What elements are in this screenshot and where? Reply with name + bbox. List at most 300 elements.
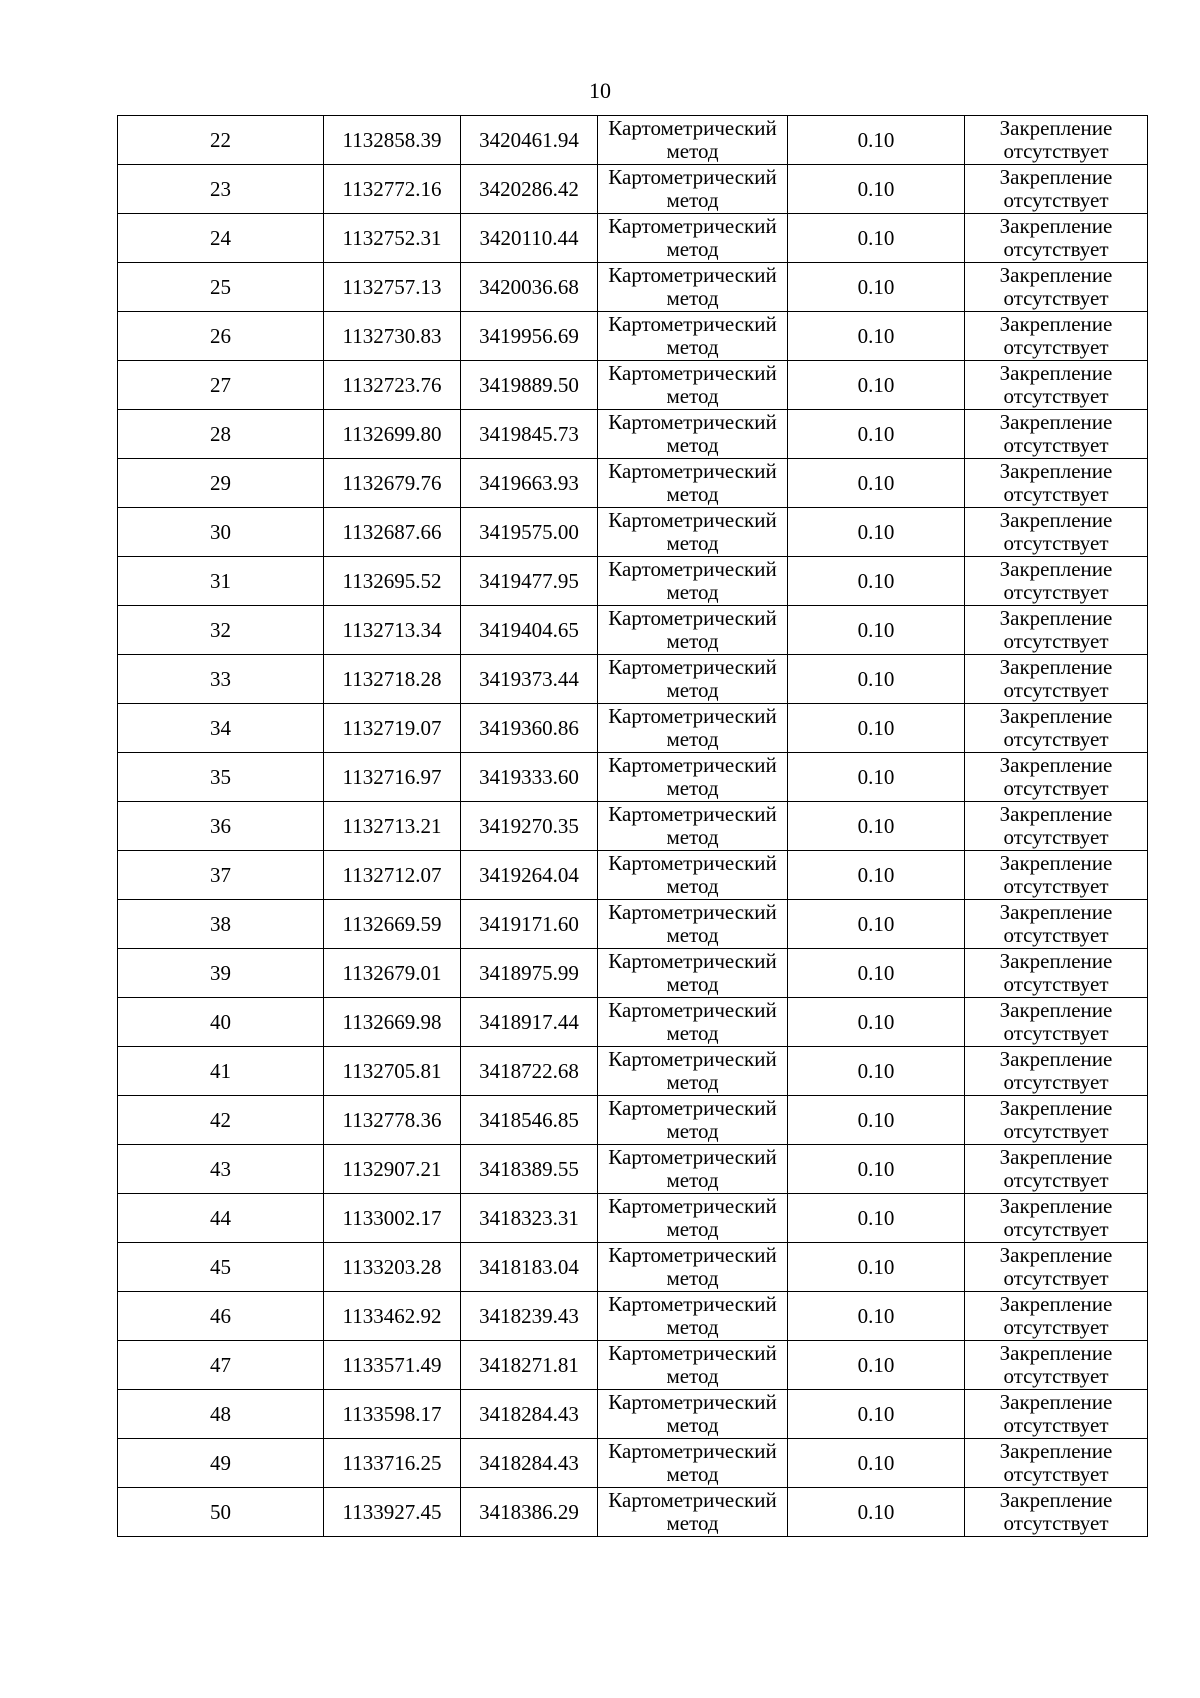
point-number-cell: 23 [118, 165, 324, 214]
method-line-2: метод [666, 335, 719, 359]
method-line-2: метод [666, 923, 719, 947]
method-line-1: Картометрический [608, 753, 777, 777]
method-line-1: Картометрический [608, 263, 777, 287]
accuracy-cell: 0.10 [788, 1096, 965, 1145]
method-line-2: метод [666, 1315, 719, 1339]
coordinate-y-cell: 3418546.85 [461, 1096, 598, 1145]
fixing-cell [965, 410, 1148, 459]
fixing-line-1: Закрепление [999, 1390, 1113, 1414]
fixing-line-2: отсутствует [1003, 1070, 1109, 1094]
accuracy-cell: 0.10 [788, 1390, 965, 1439]
method-line-2: метод [666, 678, 719, 702]
fixing-cell [965, 1243, 1148, 1292]
fixing-line-2: отсутствует [1003, 482, 1109, 506]
coordinate-x-cell: 1132757.13 [324, 263, 461, 312]
table-row [118, 655, 1148, 704]
coordinate-y-cell: 3419373.44 [461, 655, 598, 704]
method-line-1: Картометрический [608, 1194, 777, 1218]
method-cell [598, 165, 788, 214]
method-cell [598, 998, 788, 1047]
method-line-1: Картометрический [608, 361, 777, 385]
accuracy-cell: 0.10 [788, 312, 965, 361]
accuracy-cell: 0.10 [788, 753, 965, 802]
point-number-cell: 33 [118, 655, 324, 704]
fixing-line-1: Закрепление [999, 704, 1113, 728]
coordinate-x-cell: 1132716.97 [324, 753, 461, 802]
table-row [118, 1390, 1148, 1439]
fixing-line-2: отсутствует [1003, 286, 1109, 310]
fixing-cell [965, 1096, 1148, 1145]
coordinate-x-cell: 1132679.76 [324, 459, 461, 508]
method-line-2: метод [666, 286, 719, 310]
coordinate-x-cell: 1132712.07 [324, 851, 461, 900]
fixing-line-2: отсутствует [1003, 972, 1109, 996]
point-number-cell: 24 [118, 214, 324, 263]
coordinate-y-cell: 3420286.42 [461, 165, 598, 214]
fixing-cell [965, 214, 1148, 263]
method-line-1: Картометрический [608, 1390, 777, 1414]
method-line-2: метод [666, 580, 719, 604]
method-line-1: Картометрический [608, 1341, 777, 1365]
accuracy-cell: 0.10 [788, 214, 965, 263]
method-line-2: метод [666, 188, 719, 212]
method-cell [598, 1488, 788, 1537]
method-cell [598, 753, 788, 802]
accuracy-cell: 0.10 [788, 410, 965, 459]
point-number-cell: 27 [118, 361, 324, 410]
method-cell [598, 312, 788, 361]
coordinates-table-body [118, 116, 1148, 1537]
method-line-2: метод [666, 1266, 719, 1290]
coordinate-y-cell: 3418389.55 [461, 1145, 598, 1194]
fixing-cell [965, 704, 1148, 753]
method-line-2: метод [666, 1168, 719, 1192]
fixing-line-2: отсутствует [1003, 237, 1109, 261]
fixing-cell [965, 557, 1148, 606]
point-number-cell: 37 [118, 851, 324, 900]
method-line-2: метод [666, 825, 719, 849]
fixing-line-1: Закрепление [999, 802, 1113, 826]
accuracy-cell: 0.10 [788, 900, 965, 949]
fixing-line-1: Закрепление [999, 361, 1113, 385]
method-cell [598, 900, 788, 949]
point-number-cell: 47 [118, 1341, 324, 1390]
method-cell [598, 116, 788, 165]
method-cell [598, 557, 788, 606]
accuracy-cell: 0.10 [788, 508, 965, 557]
coordinate-x-cell: 1132723.76 [324, 361, 461, 410]
method-line-2: метод [666, 531, 719, 555]
method-cell [598, 508, 788, 557]
fixing-line-2: отсутствует [1003, 1266, 1109, 1290]
point-number-cell: 40 [118, 998, 324, 1047]
fixing-line-2: отсутствует [1003, 531, 1109, 555]
fixing-cell [965, 753, 1148, 802]
table-row [118, 704, 1148, 753]
fixing-line-1: Закрепление [999, 1292, 1113, 1316]
point-number-cell: 44 [118, 1194, 324, 1243]
method-cell [598, 802, 788, 851]
method-line-1: Картометрический [608, 116, 777, 140]
method-cell [598, 1292, 788, 1341]
method-line-2: метод [666, 1217, 719, 1241]
coordinate-y-cell: 3419171.60 [461, 900, 598, 949]
method-line-1: Картометрический [608, 704, 777, 728]
table-row [118, 410, 1148, 459]
coordinate-x-cell: 1132669.59 [324, 900, 461, 949]
fixing-line-1: Закрепление [999, 1047, 1113, 1071]
table-row [118, 949, 1148, 998]
point-number-cell: 32 [118, 606, 324, 655]
point-number-cell: 42 [118, 1096, 324, 1145]
method-cell [598, 1145, 788, 1194]
point-number-cell: 45 [118, 1243, 324, 1292]
coordinate-y-cell: 3418271.81 [461, 1341, 598, 1390]
point-number-cell: 50 [118, 1488, 324, 1537]
method-line-1: Картометрический [608, 557, 777, 581]
coordinate-x-cell: 1132695.52 [324, 557, 461, 606]
method-line-1: Картометрический [608, 410, 777, 434]
method-cell [598, 1047, 788, 1096]
method-line-1: Картометрический [608, 900, 777, 924]
table-row [118, 1488, 1148, 1537]
coordinate-x-cell: 1132713.21 [324, 802, 461, 851]
table-row [118, 1341, 1148, 1390]
fixing-line-1: Закрепление [999, 949, 1113, 973]
fixing-line-1: Закрепление [999, 998, 1113, 1022]
method-cell [598, 1390, 788, 1439]
method-line-2: метод [666, 972, 719, 996]
table-row [118, 802, 1148, 851]
method-cell [598, 214, 788, 263]
fixing-cell [965, 263, 1148, 312]
fixing-cell [965, 655, 1148, 704]
coordinate-y-cell: 3419477.95 [461, 557, 598, 606]
accuracy-cell: 0.10 [788, 557, 965, 606]
point-number-cell: 49 [118, 1439, 324, 1488]
method-cell [598, 704, 788, 753]
fixing-line-1: Закрепление [999, 263, 1113, 287]
fixing-cell [965, 949, 1148, 998]
accuracy-cell: 0.10 [788, 165, 965, 214]
coordinate-x-cell: 1132699.80 [324, 410, 461, 459]
fixing-cell [965, 508, 1148, 557]
point-number-cell: 34 [118, 704, 324, 753]
fixing-line-2: отсутствует [1003, 335, 1109, 359]
point-number-cell: 41 [118, 1047, 324, 1096]
table-row [118, 459, 1148, 508]
fixing-cell [965, 165, 1148, 214]
method-line-1: Картометрический [608, 1096, 777, 1120]
fixing-line-1: Закрепление [999, 165, 1113, 189]
coordinate-y-cell: 3419333.60 [461, 753, 598, 802]
method-line-1: Картометрический [608, 1243, 777, 1267]
method-line-1: Картометрический [608, 165, 777, 189]
point-number-cell: 38 [118, 900, 324, 949]
fixing-line-1: Закрепление [999, 116, 1113, 140]
method-line-2: метод [666, 727, 719, 751]
fixing-line-1: Закрепление [999, 1488, 1113, 1512]
fixing-line-2: отсутствует [1003, 874, 1109, 898]
fixing-line-2: отсутствует [1003, 580, 1109, 604]
fixing-line-1: Закрепление [999, 1096, 1113, 1120]
table-row [118, 998, 1148, 1047]
fixing-line-1: Закрепление [999, 459, 1113, 483]
point-number-cell: 35 [118, 753, 324, 802]
coordinate-x-cell: 1132718.28 [324, 655, 461, 704]
fixing-line-1: Закрепление [999, 900, 1113, 924]
coordinate-y-cell: 3418239.43 [461, 1292, 598, 1341]
coordinate-y-cell: 3418975.99 [461, 949, 598, 998]
coordinate-y-cell: 3419889.50 [461, 361, 598, 410]
fixing-line-2: отсутствует [1003, 1021, 1109, 1045]
table-row [118, 851, 1148, 900]
method-cell [598, 1243, 788, 1292]
method-line-2: метод [666, 874, 719, 898]
method-line-1: Картометрический [608, 1488, 777, 1512]
coordinate-x-cell: 1133716.25 [324, 1439, 461, 1488]
fixing-cell [965, 1194, 1148, 1243]
method-line-1: Картометрический [608, 998, 777, 1022]
coordinate-y-cell: 3419360.86 [461, 704, 598, 753]
fixing-cell [965, 1488, 1148, 1537]
method-line-2: метод [666, 1511, 719, 1535]
method-line-2: метод [666, 1021, 719, 1045]
fixing-line-1: Закрепление [999, 312, 1113, 336]
fixing-line-1: Закрепление [999, 655, 1113, 679]
point-number-cell: 30 [118, 508, 324, 557]
fixing-line-2: отсутствует [1003, 1119, 1109, 1143]
fixing-cell [965, 802, 1148, 851]
method-line-2: метод [666, 629, 719, 653]
fixing-line-1: Закрепление [999, 557, 1113, 581]
coordinate-x-cell: 1132687.66 [324, 508, 461, 557]
accuracy-cell: 0.10 [788, 949, 965, 998]
method-line-2: метод [666, 1364, 719, 1388]
table-row [118, 753, 1148, 802]
accuracy-cell: 0.10 [788, 1341, 965, 1390]
fixing-line-2: отсутствует [1003, 1217, 1109, 1241]
fixing-cell [965, 1145, 1148, 1194]
method-line-1: Картометрический [608, 1145, 777, 1169]
fixing-line-2: отсутствует [1003, 1315, 1109, 1339]
accuracy-cell: 0.10 [788, 655, 965, 704]
method-cell [598, 606, 788, 655]
coordinate-x-cell: 1132669.98 [324, 998, 461, 1047]
method-line-2: метод [666, 139, 719, 163]
coordinate-x-cell: 1132907.21 [324, 1145, 461, 1194]
method-cell [598, 1096, 788, 1145]
coordinate-x-cell: 1133598.17 [324, 1390, 461, 1439]
coordinate-x-cell: 1133002.17 [324, 1194, 461, 1243]
fixing-cell [965, 1047, 1148, 1096]
coordinate-y-cell: 3418183.04 [461, 1243, 598, 1292]
fixing-line-2: отсутствует [1003, 433, 1109, 457]
accuracy-cell: 0.10 [788, 361, 965, 410]
method-cell [598, 949, 788, 998]
table-row [118, 508, 1148, 557]
point-number-cell: 25 [118, 263, 324, 312]
coordinate-y-cell: 3419264.04 [461, 851, 598, 900]
point-number-cell: 36 [118, 802, 324, 851]
method-line-1: Картометрический [608, 606, 777, 630]
method-line-1: Картометрический [608, 802, 777, 826]
coordinate-y-cell: 3420110.44 [461, 214, 598, 263]
fixing-line-2: отсутствует [1003, 727, 1109, 751]
coordinate-x-cell: 1132730.83 [324, 312, 461, 361]
point-number-cell: 46 [118, 1292, 324, 1341]
fixing-cell [965, 1341, 1148, 1390]
method-cell [598, 655, 788, 704]
table-row [118, 557, 1148, 606]
coordinate-x-cell: 1133571.49 [324, 1341, 461, 1390]
method-line-1: Картометрический [608, 1047, 777, 1071]
accuracy-cell: 0.10 [788, 1439, 965, 1488]
method-line-1: Картометрический [608, 1292, 777, 1316]
coordinate-y-cell: 3420461.94 [461, 116, 598, 165]
coordinate-x-cell: 1133927.45 [324, 1488, 461, 1537]
coordinate-x-cell: 1132719.07 [324, 704, 461, 753]
fixing-line-1: Закрепление [999, 1145, 1113, 1169]
accuracy-cell: 0.10 [788, 1243, 965, 1292]
fixing-line-1: Закрепление [999, 1439, 1113, 1463]
accuracy-cell: 0.10 [788, 606, 965, 655]
fixing-line-2: отсутствует [1003, 1511, 1109, 1535]
method-cell [598, 1439, 788, 1488]
point-number-cell: 48 [118, 1390, 324, 1439]
table-row [118, 1047, 1148, 1096]
coordinate-x-cell: 1133462.92 [324, 1292, 461, 1341]
fixing-line-2: отсутствует [1003, 1413, 1109, 1437]
coordinate-x-cell: 1132713.34 [324, 606, 461, 655]
fixing-cell [965, 606, 1148, 655]
table-row [118, 263, 1148, 312]
method-line-2: метод [666, 1413, 719, 1437]
coordinate-x-cell: 1132752.31 [324, 214, 461, 263]
accuracy-cell: 0.10 [788, 1488, 965, 1537]
fixing-line-1: Закрепление [999, 214, 1113, 238]
fixing-line-1: Закрепление [999, 1341, 1113, 1365]
fixing-line-2: отсутствует [1003, 1364, 1109, 1388]
fixing-line-1: Закрепление [999, 508, 1113, 532]
method-line-2: метод [666, 776, 719, 800]
coordinate-y-cell: 3419270.35 [461, 802, 598, 851]
table-row [118, 312, 1148, 361]
coordinate-x-cell: 1133203.28 [324, 1243, 461, 1292]
fixing-cell [965, 1292, 1148, 1341]
fixing-cell [965, 459, 1148, 508]
method-cell [598, 361, 788, 410]
fixing-line-2: отсутствует [1003, 923, 1109, 947]
page-number: 10 [589, 78, 611, 103]
method-line-1: Картометрический [608, 214, 777, 238]
table-row [118, 900, 1148, 949]
coordinate-y-cell: 3420036.68 [461, 263, 598, 312]
fixing-line-2: отсутствует [1003, 139, 1109, 163]
fixing-cell [965, 312, 1148, 361]
coordinate-y-cell: 3419404.65 [461, 606, 598, 655]
method-line-2: метод [666, 1462, 719, 1486]
coordinate-y-cell: 3418722.68 [461, 1047, 598, 1096]
method-line-1: Картометрический [608, 508, 777, 532]
coordinate-x-cell: 1132858.39 [324, 116, 461, 165]
fixing-cell [965, 1390, 1148, 1439]
coordinate-x-cell: 1132772.16 [324, 165, 461, 214]
accuracy-cell: 0.10 [788, 116, 965, 165]
coordinate-y-cell: 3419956.69 [461, 312, 598, 361]
method-line-2: метод [666, 1119, 719, 1143]
method-line-1: Картометрический [608, 1439, 777, 1463]
coordinate-y-cell: 3418323.31 [461, 1194, 598, 1243]
fixing-line-2: отсутствует [1003, 629, 1109, 653]
fixing-cell [965, 361, 1148, 410]
fixing-line-2: отсутствует [1003, 825, 1109, 849]
accuracy-cell: 0.10 [788, 1047, 965, 1096]
method-cell [598, 459, 788, 508]
method-cell [598, 851, 788, 900]
fixing-line-1: Закрепление [999, 1243, 1113, 1267]
point-number-cell: 22 [118, 116, 324, 165]
method-line-1: Картометрический [608, 655, 777, 679]
coordinate-y-cell: 3418284.43 [461, 1439, 598, 1488]
coordinate-x-cell: 1132778.36 [324, 1096, 461, 1145]
fixing-line-2: отсутствует [1003, 188, 1109, 212]
table-row [118, 116, 1148, 165]
point-number-cell: 28 [118, 410, 324, 459]
table-row [118, 1145, 1148, 1194]
fixing-line-1: Закрепление [999, 1194, 1113, 1218]
table-row [118, 1292, 1148, 1341]
fixing-cell [965, 1439, 1148, 1488]
coordinate-y-cell: 3418284.43 [461, 1390, 598, 1439]
coordinate-y-cell: 3419663.93 [461, 459, 598, 508]
accuracy-cell: 0.10 [788, 704, 965, 753]
coordinate-x-cell: 1132705.81 [324, 1047, 461, 1096]
table-row [118, 1439, 1148, 1488]
fixing-line-1: Закрепление [999, 851, 1113, 875]
fixing-line-1: Закрепление [999, 410, 1113, 434]
method-cell [598, 1194, 788, 1243]
method-cell [598, 263, 788, 312]
fixing-line-2: отсутствует [1003, 1168, 1109, 1192]
accuracy-cell: 0.10 [788, 263, 965, 312]
fixing-cell [965, 900, 1148, 949]
method-cell [598, 1341, 788, 1390]
fixing-cell [965, 998, 1148, 1047]
method-cell [598, 410, 788, 459]
accuracy-cell: 0.10 [788, 998, 965, 1047]
accuracy-cell: 0.10 [788, 802, 965, 851]
accuracy-cell: 0.10 [788, 459, 965, 508]
coordinate-y-cell: 3419575.00 [461, 508, 598, 557]
method-line-2: метод [666, 433, 719, 457]
table-row [118, 606, 1148, 655]
fixing-cell [965, 116, 1148, 165]
coordinate-x-cell: 1132679.01 [324, 949, 461, 998]
fixing-cell [965, 851, 1148, 900]
coordinates-table [117, 115, 1148, 1537]
point-number-cell: 39 [118, 949, 324, 998]
point-number-cell: 26 [118, 312, 324, 361]
coordinate-y-cell: 3418386.29 [461, 1488, 598, 1537]
method-line-1: Картометрический [608, 949, 777, 973]
table-row [118, 1096, 1148, 1145]
coordinate-y-cell: 3419845.73 [461, 410, 598, 459]
method-line-2: метод [666, 482, 719, 506]
accuracy-cell: 0.10 [788, 1194, 965, 1243]
point-number-cell: 43 [118, 1145, 324, 1194]
method-line-1: Картометрический [608, 851, 777, 875]
